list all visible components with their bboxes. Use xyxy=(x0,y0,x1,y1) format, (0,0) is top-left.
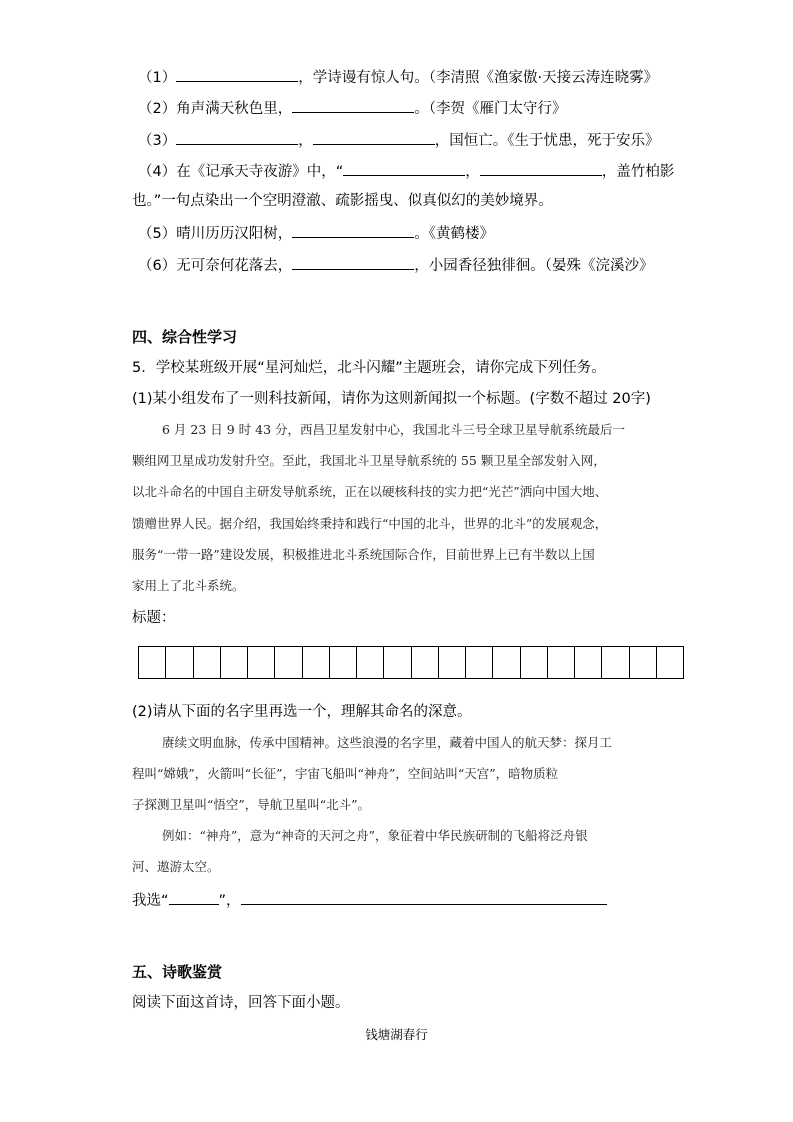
grid-cell[interactable] xyxy=(330,647,357,678)
line-text: ，盖竹柏影 xyxy=(601,164,675,180)
section-5-intro: 阅读下面这首诗，回答下面小题。 xyxy=(132,995,350,1011)
section-5-heading: 五、诗歌鉴赏 xyxy=(132,963,223,981)
answer-blank[interactable] xyxy=(176,66,298,82)
grid-cell[interactable] xyxy=(303,647,330,678)
names-line: 程叫“嫦娥”，火箭叫“长征”，宇宙飞船叫“神舟”，空间站叫“天宫”，暗物质粒 xyxy=(132,766,559,781)
names-line: 赓续文明血脉，传承中国精神。这些浪漫的名字里，藏着中国人的航天梦：探月工 xyxy=(162,735,613,750)
answer-blank[interactable] xyxy=(313,129,435,145)
recite-line-5 xyxy=(138,222,494,244)
answer-blank[interactable] xyxy=(292,97,414,113)
recite-line-1 xyxy=(138,66,658,88)
answer-blank[interactable] xyxy=(292,222,414,238)
poem-title: 钱塘湖春行 xyxy=(365,1027,428,1042)
recite-line-4a xyxy=(138,160,674,182)
news-line: 6 月 23 日 9 时 43 分，西昌卫星发射中心，我国北斗三号全球卫星导航系统最后一 xyxy=(162,422,626,437)
grid-cell[interactable] xyxy=(521,647,548,678)
line-text: ， xyxy=(298,133,313,149)
grid-cell[interactable] xyxy=(466,647,493,678)
line-text: 。（李贺《雁门太守行》 xyxy=(414,101,567,117)
choose-line xyxy=(132,889,607,911)
grid-cell[interactable] xyxy=(139,647,166,678)
grid-cell[interactable] xyxy=(439,647,466,678)
line-text: （5）晴川历历汉阳树， xyxy=(138,226,293,242)
question-5-1: (1)某小组发布了一则科技新闻，请你为这则新闻拟一个标题。(字数不超过 20字) xyxy=(132,391,651,407)
grid-cell[interactable] xyxy=(630,647,657,678)
names-line: 子探测卫星叫“悟空”，导航卫星叫“北斗”。 xyxy=(132,797,371,812)
answer-blank[interactable] xyxy=(343,160,465,176)
news-line: 家用上了北斗系统。 xyxy=(132,578,245,593)
recite-line-3 xyxy=(138,129,659,151)
news-line: 颗组网卫星成功发射升空。至此，我国北斗卫星导航系统的 55 颗卫星全部发射入网， xyxy=(132,453,606,468)
line-text: （6）无可奈何花落去， xyxy=(138,258,293,274)
grid-cell[interactable] xyxy=(493,647,520,678)
example-line: 河、遨游太空。 xyxy=(132,859,220,874)
question-5-2: (2)请从下面的名字里再选一个，理解其命名的深意。 xyxy=(132,704,472,720)
answer-blank[interactable] xyxy=(176,129,298,145)
recite-line-2 xyxy=(138,97,566,119)
grid-cell[interactable] xyxy=(275,647,302,678)
answer-blank[interactable] xyxy=(480,160,602,176)
line-text: ”， xyxy=(218,893,241,909)
grid-cell[interactable] xyxy=(412,647,439,678)
line-text: ，学诗谩有惊人句。（李清照《渔家傲·天接云涛连晓雾》 xyxy=(298,70,659,86)
grid-cell[interactable] xyxy=(221,647,248,678)
title-label: 标题： xyxy=(132,610,176,626)
line-text: ，国恒亡。《生于忧患，死于安乐》 xyxy=(434,133,660,149)
line-text: （2）角声满天秋色里， xyxy=(138,101,293,117)
grid-cell[interactable] xyxy=(384,647,411,678)
recite-line-6 xyxy=(138,254,653,276)
grid-cell[interactable] xyxy=(357,647,384,678)
line-text: （4）在《记承天寺夜游》中，“ xyxy=(138,164,344,180)
grid-cell[interactable] xyxy=(194,647,221,678)
explanation-blank[interactable] xyxy=(241,889,607,905)
news-line: 服务“一带一路”建设发展，积极推进北斗系统国际合作，目前世界上已有半数以上国 xyxy=(132,547,595,562)
q-num: （3） xyxy=(138,133,177,149)
line-text: ，小园香径独徘徊。（晏殊《浣溪沙》 xyxy=(414,258,654,274)
grid-cell[interactable] xyxy=(166,647,193,678)
grid-cell[interactable] xyxy=(657,647,683,678)
grid-cell[interactable] xyxy=(575,647,602,678)
q-num: （1） xyxy=(138,70,177,86)
news-line: 以北斗命名的中国自主研发导航系统，正在以硬核科技的实力把“光芒”洒向中国大地、 xyxy=(132,484,608,499)
line-text: 。《黄鹤楼》 xyxy=(414,226,494,242)
section-4-heading: 四、综合性学习 xyxy=(132,328,238,346)
grid-cell[interactable] xyxy=(602,647,629,678)
grid-cell[interactable] xyxy=(248,647,275,678)
choice-blank[interactable] xyxy=(169,889,219,905)
grid-cell[interactable] xyxy=(548,647,575,678)
example-line: 例如：“神舟”，意为“神奇的天河之舟”，象征着中华民族研制的飞船将泛舟银 xyxy=(162,828,588,843)
title-answer-grid[interactable] xyxy=(138,646,684,679)
line-text: ， xyxy=(465,164,480,180)
line-text: 我选“ xyxy=(132,893,169,909)
news-line: 馈赠世界人民。据介绍，我国始终秉持和践行“中国的北斗，世界的北斗”的发展观念， xyxy=(132,516,608,531)
answer-blank[interactable] xyxy=(292,254,414,270)
question-5: 5．学校某班级开展“星河灿烂，北斗闪耀”主题班会，请你完成下列任务。 xyxy=(132,360,606,376)
recite-line-4b: 也。”一句点染出一个空明澄澈、疏影摇曳、似真似幻的美妙境界。 xyxy=(132,193,553,209)
